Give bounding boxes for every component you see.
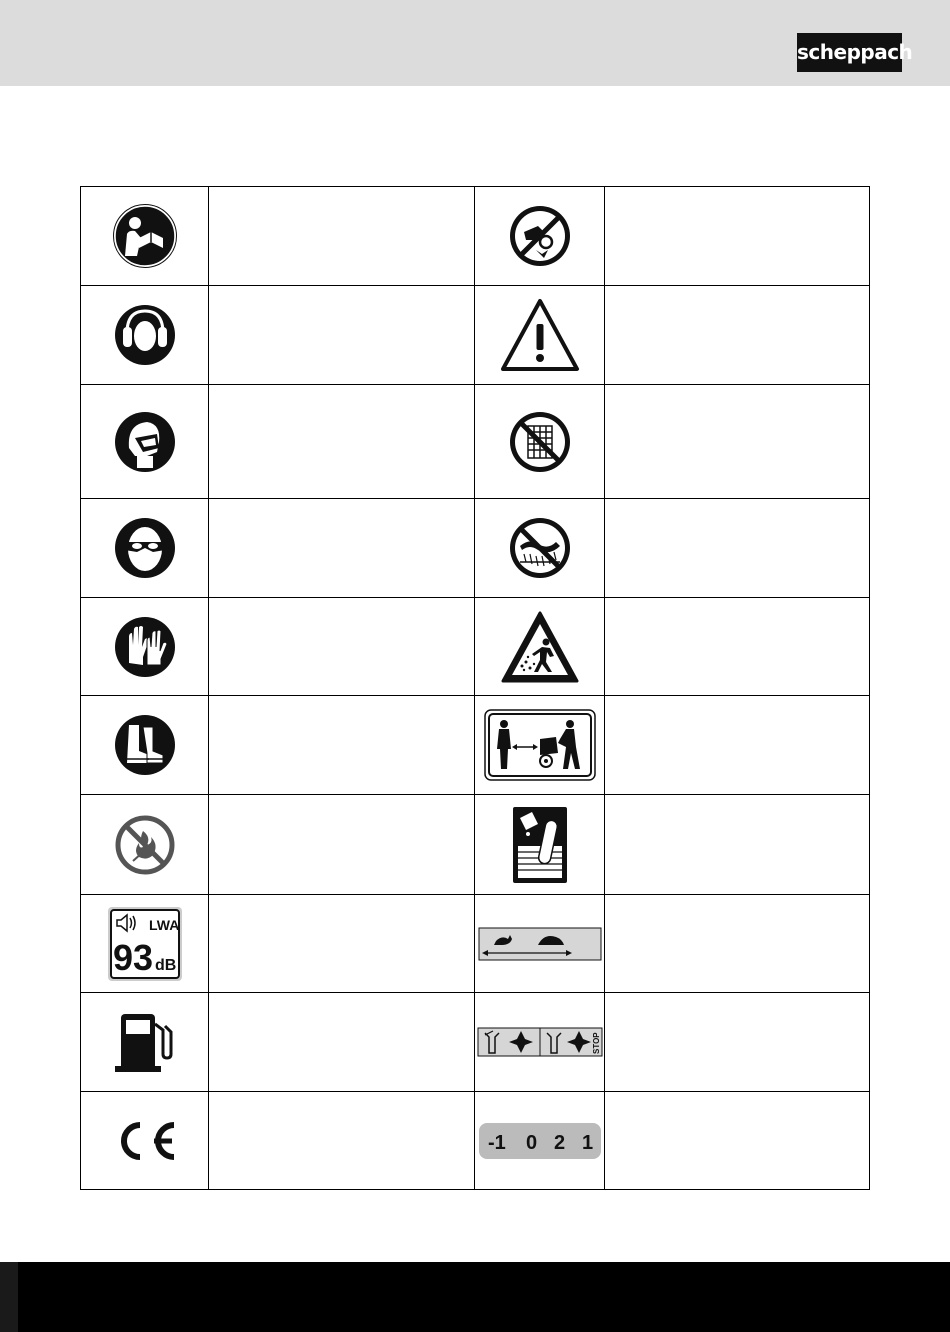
description-cell bbox=[604, 598, 869, 696]
no-open-flame-icon bbox=[113, 813, 177, 877]
fuel-oil-check-icon bbox=[512, 806, 568, 884]
description-cell bbox=[209, 795, 475, 895]
table-row bbox=[81, 1092, 870, 1190]
symbol-cell bbox=[475, 795, 604, 895]
safety-boots-icon bbox=[113, 713, 177, 777]
no-hands-near-blades-icon bbox=[508, 204, 572, 268]
sound-power-level-icon bbox=[107, 906, 183, 982]
table-row bbox=[81, 696, 870, 795]
page-header bbox=[0, 0, 950, 86]
general-warning-icon bbox=[500, 298, 580, 372]
table-row bbox=[81, 993, 870, 1092]
footer-tab bbox=[0, 1262, 18, 1332]
table-row bbox=[81, 895, 870, 993]
gear-selector-icon bbox=[478, 1121, 602, 1161]
symbol-cell bbox=[81, 598, 209, 696]
description-cell bbox=[604, 795, 869, 895]
symbol-cell bbox=[475, 286, 604, 385]
table-row bbox=[81, 385, 870, 499]
symbol-cell bbox=[81, 187, 209, 286]
symbol-cell bbox=[81, 895, 209, 993]
description-cell bbox=[604, 499, 869, 598]
gear-label: -1 bbox=[487, 1131, 506, 1154]
hearing-protection-icon bbox=[113, 303, 177, 367]
symbol-cell bbox=[81, 696, 209, 795]
description-cell bbox=[604, 1092, 869, 1190]
fuel-pump-icon bbox=[113, 1010, 177, 1074]
no-wet-operation-icon bbox=[508, 516, 572, 580]
symbol-cell bbox=[475, 895, 604, 993]
description-cell bbox=[209, 696, 475, 795]
symbol-cell bbox=[81, 795, 209, 895]
description-cell bbox=[604, 187, 869, 286]
description-cell bbox=[209, 499, 475, 598]
thrown-objects-warning-icon bbox=[500, 610, 580, 684]
symbols-table bbox=[80, 186, 870, 1190]
description-cell bbox=[209, 993, 475, 1092]
description-cell bbox=[604, 286, 869, 385]
symbol-cell bbox=[475, 385, 604, 499]
face-mask-icon bbox=[113, 410, 177, 474]
symbol-cell bbox=[475, 993, 604, 1092]
scheppach-logo: scheppach bbox=[797, 33, 902, 72]
stop-label: STOP bbox=[591, 1032, 601, 1054]
sound-unit: dB bbox=[154, 956, 177, 974]
no-grid-icon bbox=[508, 410, 572, 474]
table-row bbox=[81, 499, 870, 598]
read-manual-icon bbox=[113, 204, 177, 268]
table-row bbox=[81, 598, 870, 696]
symbol-cell bbox=[475, 1092, 604, 1190]
sound-value: 93 bbox=[112, 936, 153, 978]
description-cell bbox=[209, 895, 475, 993]
keep-distance-icon bbox=[484, 709, 596, 781]
symbol-cell bbox=[475, 696, 604, 795]
table-row bbox=[81, 286, 870, 385]
symbol-cell bbox=[81, 993, 209, 1092]
gear-label: 1 bbox=[581, 1131, 593, 1154]
safety-goggles-icon bbox=[113, 516, 177, 580]
symbol-cell bbox=[475, 187, 604, 286]
description-cell bbox=[604, 385, 869, 499]
symbol-cell bbox=[475, 499, 604, 598]
description-cell bbox=[604, 993, 869, 1092]
description-cell bbox=[209, 598, 475, 696]
symbol-cell bbox=[81, 1092, 209, 1190]
speed-control-icon bbox=[478, 927, 602, 961]
symbol-cell bbox=[475, 598, 604, 696]
ce-mark-icon bbox=[110, 1119, 180, 1163]
symbol-cell bbox=[81, 286, 209, 385]
gear-label: 2 bbox=[553, 1131, 565, 1154]
description-cell bbox=[209, 385, 475, 499]
protective-gloves-icon bbox=[113, 615, 177, 679]
description-cell bbox=[604, 696, 869, 795]
description-cell bbox=[604, 895, 869, 993]
description-cell bbox=[209, 187, 475, 286]
sound-label: LWA bbox=[148, 916, 180, 933]
symbol-cell bbox=[81, 499, 209, 598]
gear-label: 0 bbox=[525, 1131, 537, 1154]
table-row bbox=[81, 795, 870, 895]
page-footer bbox=[0, 1262, 950, 1332]
table-row bbox=[81, 187, 870, 286]
description-cell bbox=[209, 286, 475, 385]
description-cell bbox=[209, 1092, 475, 1190]
symbol-cell bbox=[81, 385, 209, 499]
tine-lever-stop-icon bbox=[477, 1027, 603, 1057]
